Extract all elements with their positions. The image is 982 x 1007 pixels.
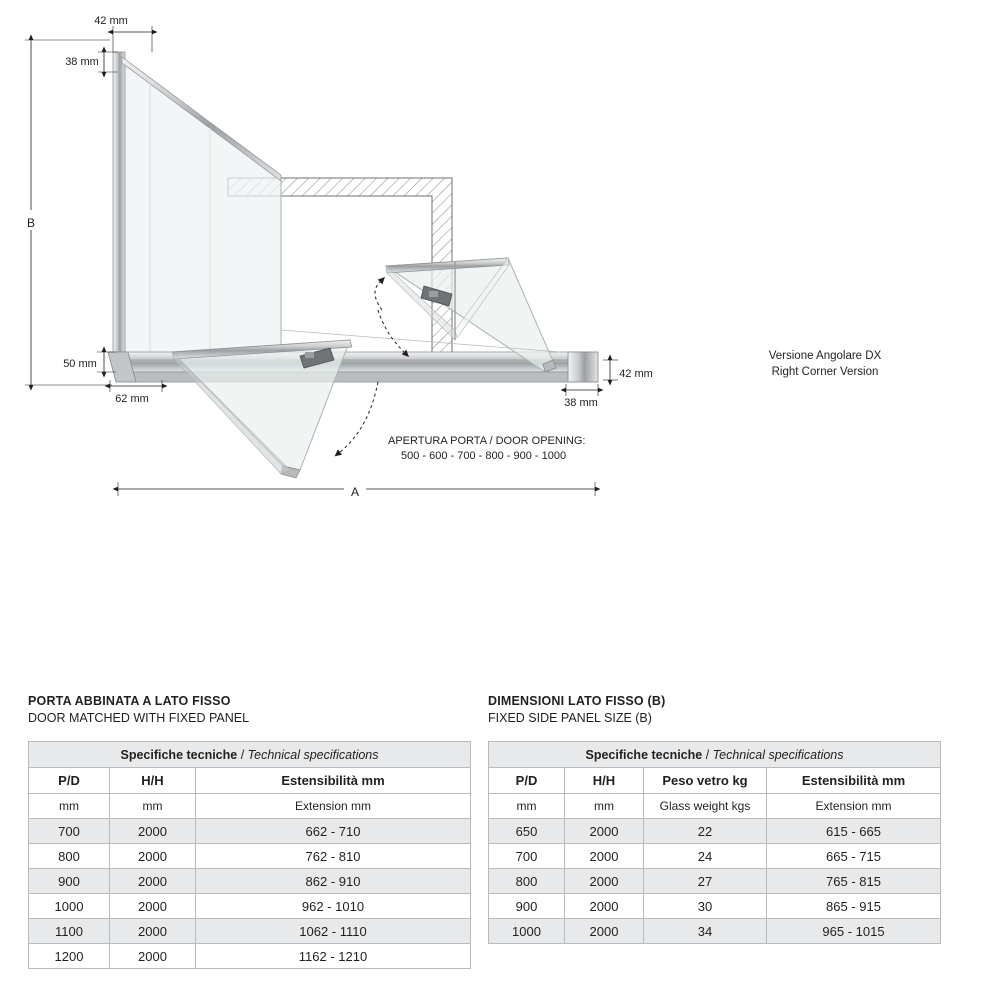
table-right-header-en: Technical specifications: [712, 747, 844, 762]
cell-ext: 862 - 910: [196, 869, 471, 894]
table-right: [488, 741, 941, 944]
table-right-title-it: DIMENSIONI LATO FISSO (B): [488, 694, 666, 708]
cell-weight: 34: [644, 919, 767, 944]
version-caption: [700, 348, 950, 380]
dim-38mm-right-label: 38 mm: [564, 397, 598, 409]
dim-42mm-right-label: 42 mm: [619, 368, 653, 380]
table-left-header-sep: /: [237, 747, 248, 762]
table-left-header-row: [29, 742, 471, 768]
cell-weight: 24: [644, 844, 767, 869]
dim-62mm-label: 62 mm: [115, 393, 149, 405]
dim-B-label: B: [26, 216, 36, 230]
table-left-header-en: Technical specifications: [247, 747, 379, 762]
table-left-col1-en: mm: [29, 794, 110, 819]
cell-hh: 2000: [565, 894, 644, 919]
table-right-header-cell: [489, 742, 941, 768]
table-left-col2-it: H/H: [110, 768, 196, 794]
cell-pd: 1100: [29, 919, 110, 944]
table-right-col1-en: mm: [489, 794, 565, 819]
table-left: [28, 741, 471, 969]
cell-hh: 2000: [110, 944, 196, 969]
cell-pd: 650: [489, 819, 565, 844]
table-right-col4-en: Extension mm: [767, 794, 941, 819]
cell-hh: 2000: [565, 919, 644, 944]
cell-pd: 800: [29, 844, 110, 869]
dim-50mm-label: 50 mm: [63, 358, 97, 370]
cell-hh: 2000: [110, 869, 196, 894]
version-label-en: Right Corner Version: [771, 366, 879, 378]
table-row: [29, 819, 471, 844]
dim-top-left-38mm: [65, 52, 118, 72]
cell-hh: 2000: [565, 844, 644, 869]
cell-weight: 27: [644, 869, 767, 894]
table-left-title: [28, 693, 471, 727]
dim-B-height: [22, 40, 112, 385]
table-left-header-cell: [29, 742, 471, 768]
cell-weight: 22: [644, 819, 767, 844]
cell-ext: 762 - 810: [196, 844, 471, 869]
fixed-glass-panel: [113, 52, 281, 364]
table-row: [489, 819, 941, 844]
table-right-col1-it: P/D: [489, 768, 565, 794]
dim-lower-left-50mm: [63, 352, 116, 372]
cell-pd: 1000: [29, 894, 110, 919]
dim-38mm-top-label: 38 mm: [65, 56, 99, 68]
cell-pd: 800: [489, 869, 565, 894]
table-row: [489, 919, 941, 944]
table-row: [489, 844, 941, 869]
cell-hh: 2000: [110, 919, 196, 944]
table-right-header-sep: /: [702, 747, 713, 762]
cell-pd: 900: [29, 869, 110, 894]
table-right-col2-it: H/H: [565, 768, 644, 794]
table-row: [489, 869, 941, 894]
door-opening-line2: 500 - 600 - 700 - 800 - 900 - 1000: [401, 450, 567, 462]
table-right-col3-en: Glass weight kgs: [644, 794, 767, 819]
dim-42mm-top-label: 42 mm: [94, 15, 128, 27]
table-row: [29, 944, 471, 969]
table-right-header-it: Specifiche tecniche: [585, 747, 703, 762]
table-row: [29, 844, 471, 869]
cell-ext: 665 - 715: [767, 844, 941, 869]
cell-ext: 1062 - 1110: [196, 919, 471, 944]
table-row: [29, 894, 471, 919]
table-block-door-matched: [28, 693, 471, 969]
dim-right-42mm: [603, 360, 653, 380]
cell-ext: 965 - 1015: [767, 919, 941, 944]
table-block-fixed-side: [488, 693, 941, 944]
cell-hh: 2000: [110, 894, 196, 919]
cell-pd: 700: [489, 844, 565, 869]
table-right-subhead-it: [489, 768, 941, 794]
cell-ext: 662 - 710: [196, 819, 471, 844]
table-right-subhead-en: [489, 794, 941, 819]
table-left-col1-it: P/D: [29, 768, 110, 794]
table-right-title: [488, 693, 941, 727]
table-right-col4-it: Estensibilità mm: [767, 768, 941, 794]
dim-bottom-left-62mm: [110, 380, 162, 405]
dim-A-width: [118, 482, 595, 500]
dim-top-42mm: [94, 15, 152, 52]
cell-ext: 865 - 915: [767, 894, 941, 919]
cell-ext: 615 - 665: [767, 819, 941, 844]
table-right-col3-it: Peso vetro kg: [644, 768, 767, 794]
cell-pd: 1200: [29, 944, 110, 969]
cell-ext: 765 - 815: [767, 869, 941, 894]
table-left-col3-en: Extension mm: [196, 794, 471, 819]
cell-ext: 1162 - 1210: [196, 944, 471, 969]
table-row: [29, 869, 471, 894]
table-left-title-it: PORTA ABBINATA A LATO FISSO: [28, 694, 231, 708]
table-row: [29, 919, 471, 944]
table-right-col2-en: mm: [565, 794, 644, 819]
cell-hh: 2000: [565, 869, 644, 894]
table-left-subhead-it: [29, 768, 471, 794]
door-opening-line1: APERTURA PORTA / DOOR OPENING:: [388, 435, 586, 447]
cell-ext: 962 - 1010: [196, 894, 471, 919]
table-left-subhead-en: [29, 794, 471, 819]
table-left-col3-it: Estensibilità mm: [196, 768, 471, 794]
cell-pd: 900: [489, 894, 565, 919]
table-left-title-en: DOOR MATCHED WITH FIXED PANEL: [28, 711, 250, 725]
cell-hh: 2000: [110, 844, 196, 869]
dim-A-label: A: [350, 485, 360, 499]
table-right-title-en: FIXED SIDE PANEL SIZE (B): [488, 711, 652, 725]
table-left-col2-en: mm: [110, 794, 196, 819]
table-left-header-it: Specifiche tecniche: [120, 747, 238, 762]
cell-pd: 1000: [489, 919, 565, 944]
cell-pd: 700: [29, 819, 110, 844]
cell-hh: 2000: [565, 819, 644, 844]
version-label-it: Versione Angolare DX: [768, 350, 882, 362]
table-right-header-row: [489, 742, 941, 768]
dim-right-38mm: [564, 384, 598, 409]
cell-weight: 30: [644, 894, 767, 919]
cell-hh: 2000: [110, 819, 196, 844]
table-row: [489, 894, 941, 919]
